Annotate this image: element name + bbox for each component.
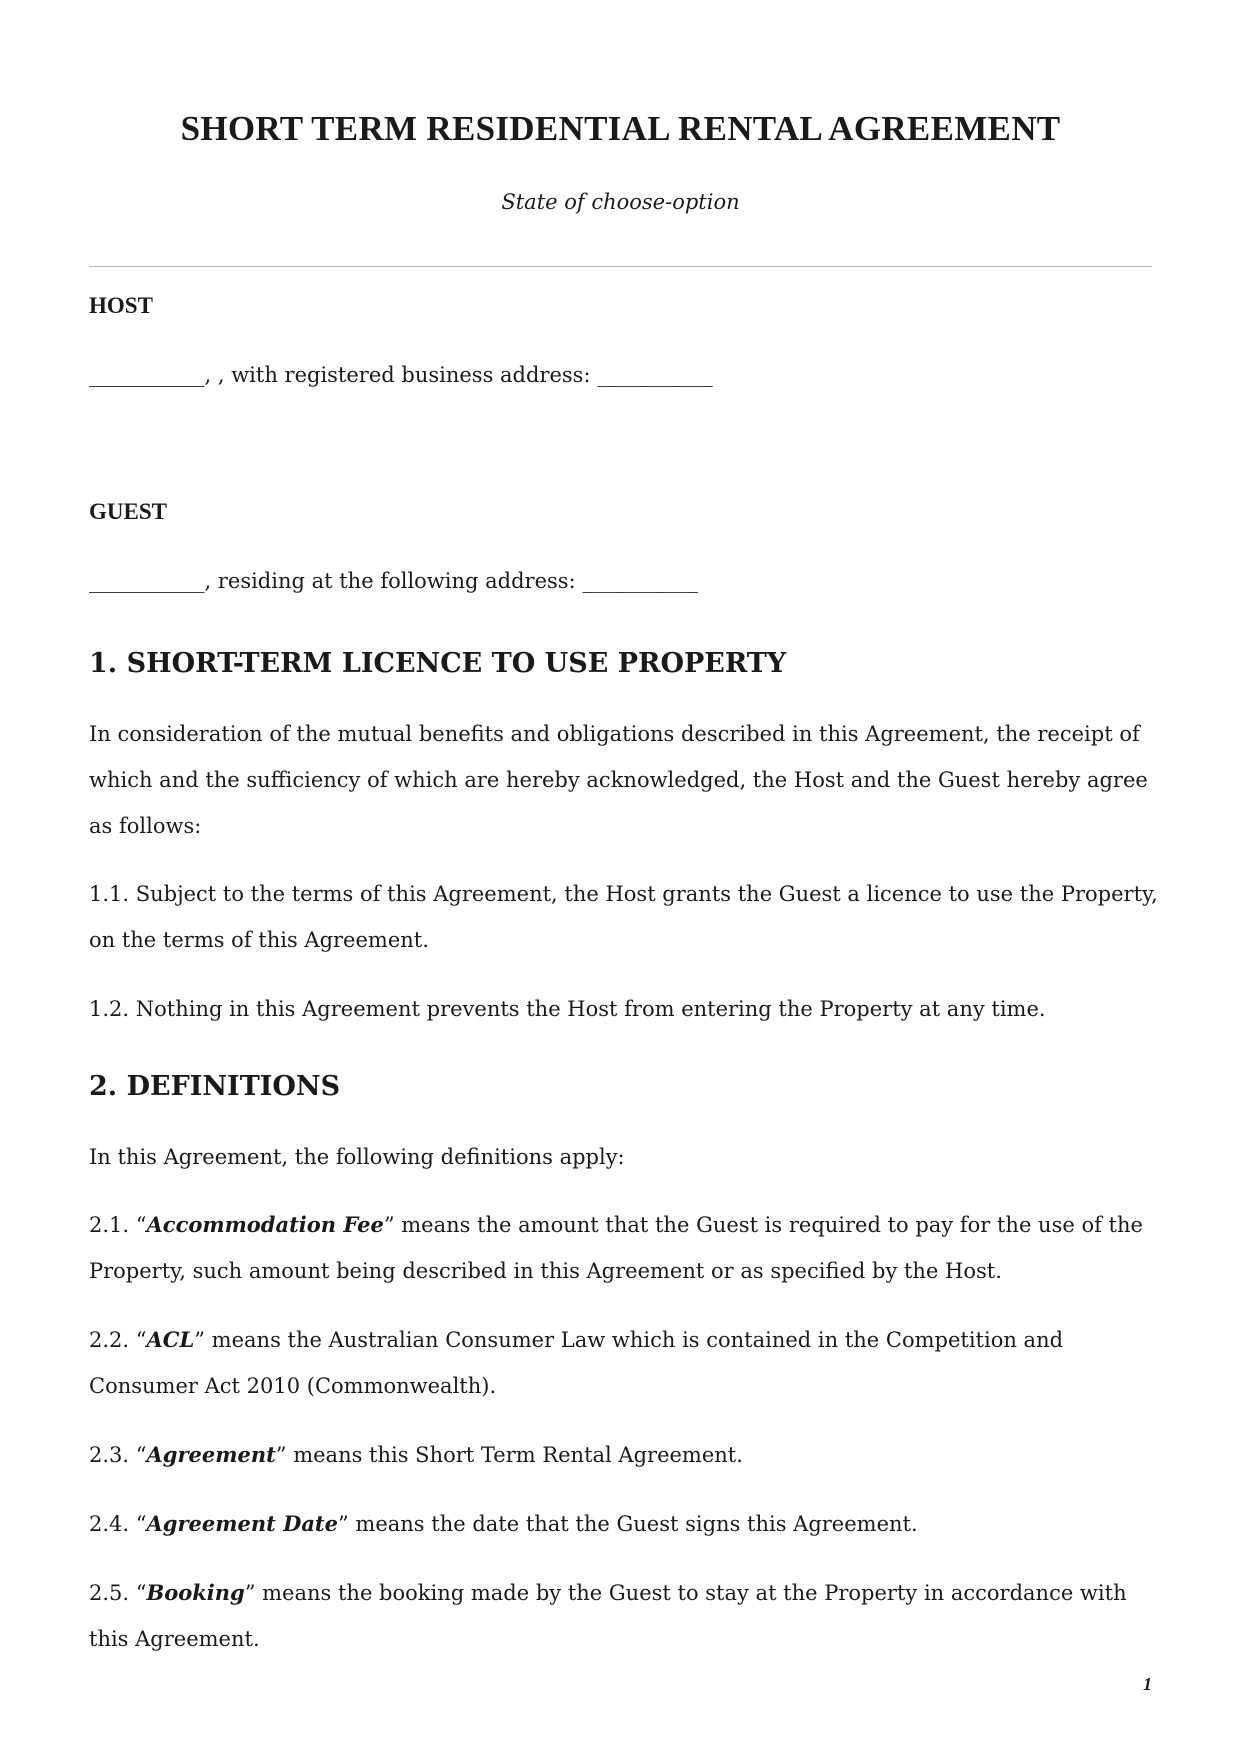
definition-number: 2.5. “ <box>89 1581 147 1605</box>
definition-term: Accommodation Fee <box>146 1212 384 1237</box>
section-1-heading: 1. SHORT-TERM LICENCE TO USE PROPERTY <box>89 648 787 679</box>
definition-text: ” means the Australian Consumer Law which is contained in the Competition and Consumer Act 2010 (Commonwealth). <box>89 1328 1064 1398</box>
host-details-line: ___________, , with registered business address: ___________ <box>89 363 713 387</box>
guest-details-line: ___________, residing at the following address: ___________ <box>89 569 698 593</box>
page-number: 1 <box>1143 1674 1152 1694</box>
section-1-intro: In consideration of the mutual benefits and obligations described in this Agreement, the receipt of which and the sufficiency of which are hereby acknowledged, the Host and the Guest hereby agree as follows: <box>89 722 1148 838</box>
definition-text: ” means the amount that the Guest is required to pay for the use of the Property, such amount being described in this Agreement or as specified by the Host. <box>89 1213 1143 1283</box>
definition-number: 2.1. “ <box>89 1213 147 1237</box>
section-2-heading: 2. DEFINITIONS <box>89 1071 341 1102</box>
guest-label: GUEST <box>89 499 167 524</box>
definition-item <box>89 1570 1159 1662</box>
definition-item <box>89 1432 1159 1478</box>
definition-number: 2.3. “ <box>89 1443 147 1467</box>
section-2-intro: In this Agreement, the following definitions apply: <box>89 1145 625 1169</box>
definition-number: 2.2. “ <box>89 1328 147 1352</box>
definition-text: ” means the booking made by the Guest to stay at the Property in accordance with this Agreement. <box>89 1581 1127 1651</box>
definition-item <box>89 1317 1159 1409</box>
clause-1-2: 1.2. Nothing in this Agreement prevents the Host from entering the Property at any time. <box>89 997 1046 1021</box>
definition-term: Booking <box>146 1580 245 1605</box>
title-divider <box>89 266 1152 267</box>
definition-item <box>89 1202 1159 1294</box>
document-title: SHORT TERM RESIDENTIAL RENTAL AGREEMENT <box>180 109 1061 148</box>
host-label: HOST <box>89 293 153 318</box>
clause-1-1: 1.1. Subject to the terms of this Agreement, the Host grants the Guest a licence to use the Property, on the terms of this Agreement. <box>89 882 1158 952</box>
definition-term: Agreement <box>146 1442 276 1467</box>
document-subtitle: State of choose-option <box>501 190 740 214</box>
definition-term: ACL <box>146 1327 195 1352</box>
definition-number: 2.4. “ <box>89 1512 147 1536</box>
definition-text: ” means this Short Term Rental Agreement. <box>275 1443 743 1467</box>
definition-text: ” means the date that the Guest signs this Agreement. <box>338 1512 918 1536</box>
definition-item <box>89 1501 1159 1547</box>
definition-term: Agreement Date <box>146 1511 338 1536</box>
